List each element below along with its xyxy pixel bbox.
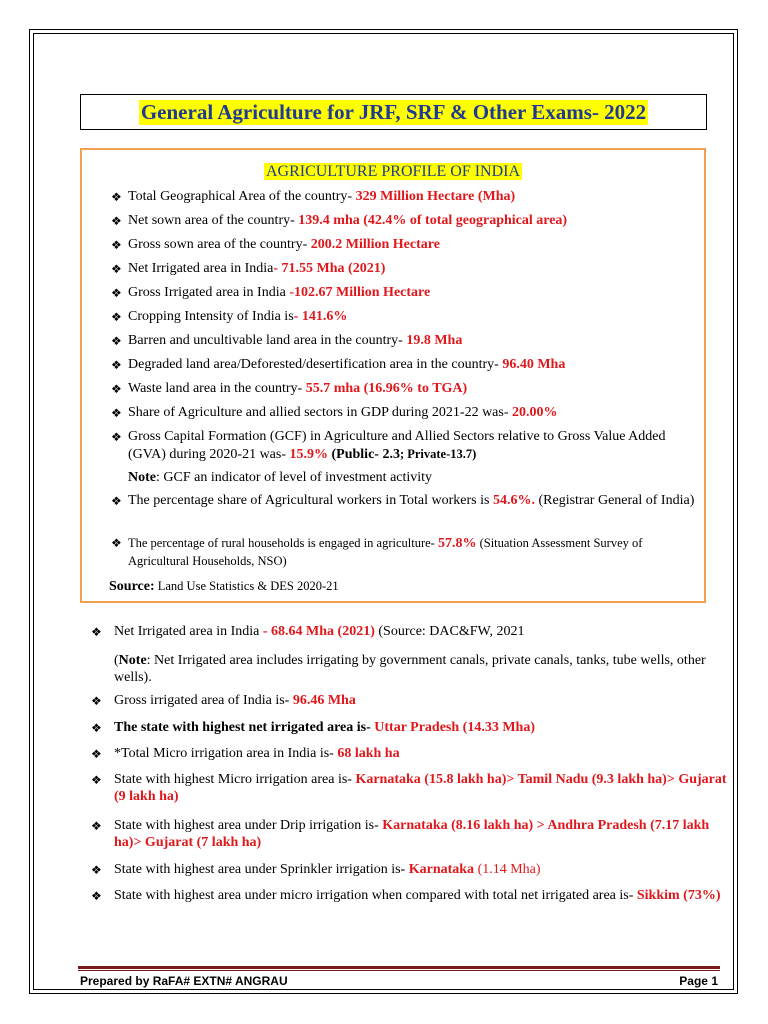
diamond-bullet-icon: ❖ — [111, 382, 122, 396]
diamond-bullet-icon: ❖ — [91, 625, 102, 639]
profile-item: ❖ Share of Agriculture and allied sectors in GDP during 2021-22 was- 20.00% — [111, 405, 558, 420]
profile-item: ❖ Barren and uncultivable land area in the country- 19.8 Mha — [111, 333, 463, 348]
diamond-bullet-icon: ❖ — [111, 310, 122, 324]
profile-item: ❖ Net sown area of the country- 139.4 mha (42.4% of total geographical area) — [111, 213, 568, 228]
profile-heading — [82, 162, 704, 182]
footer-rule — [78, 966, 720, 969]
page-title: General Agriculture for JRF, SRF & Other Exams- 2022 — [140, 99, 647, 124]
footer-rule-thin — [78, 970, 720, 971]
profile-item: ❖ Gross Capital Formation (GCF) in Agriculture and Allied Sectors relative to Gross Value Added (GVA) during 2020-21 was- 15.9% (Public- 2.3; Private-13.7) — [111, 429, 666, 462]
diamond-bullet-icon: ❖ — [111, 190, 122, 204]
footer-credit: Prepared by RaFA# EXTN# ANGRAU — [80, 974, 288, 988]
profile-item: ❖ Gross Irrigated area in India -102.67 Million Hectare — [111, 285, 431, 300]
diamond-bullet-icon: ❖ — [111, 430, 122, 444]
diamond-bullet-icon: ❖ — [91, 721, 102, 735]
diamond-bullet-icon: ❖ — [111, 286, 122, 300]
profile-item: ❖ Net Irrigated area in India- 71.55 Mha (2021) — [111, 261, 386, 276]
profile-note: Note: GCF an indicator of level of investment activity — [128, 470, 433, 485]
profile-item: ❖ Waste land area in the country- 55.7 mha (16.96% to TGA) — [111, 381, 468, 396]
list-item: ❖ The state with highest net irrigated area is- Uttar Pradesh (14.33 Mha) — [91, 720, 535, 735]
list-item: ❖ State with highest area under Drip irrigation is- Karnataka (8.16 lakh ha) > Andhra Pradesh (7.17 lakh ha)> Gujarat (7 lakh ha) — [91, 818, 710, 850]
diamond-bullet-icon: ❖ — [91, 747, 102, 761]
diamond-bullet-icon: ❖ — [111, 494, 122, 508]
diamond-bullet-icon: ❖ — [91, 694, 102, 708]
list-item: ❖ *Total Micro irrigation area in India is- 68 lakh ha — [91, 746, 400, 761]
diamond-bullet-icon: ❖ — [111, 358, 122, 372]
list-item: ❖ State with highest area under micro irrigation when compared with total net irrigated area is- Sikkim (73%) — [91, 888, 721, 903]
profile-source: Source: Land Use Statistics & DES 2020-21 — [109, 579, 339, 594]
page-number: Page 1 — [679, 974, 718, 988]
diamond-bullet-icon: ❖ — [91, 863, 102, 877]
diamond-bullet-icon: ❖ — [91, 889, 102, 903]
profile-item: ❖ Degraded land area/Deforested/desertification area in the country- 96.40 Mha — [111, 357, 566, 372]
diamond-bullet-icon: ❖ — [111, 334, 122, 348]
list-note: (Note: Net Irrigated area includes irrigating by government canals, private canals, tanks, tube wells, other wells). — [114, 653, 706, 685]
diamond-bullet-icon: ❖ — [111, 238, 122, 252]
profile-heading-text: AGRICULTURE PROFILE OF INDIA — [265, 163, 521, 180]
list-item: ❖ State with highest area under Sprinkler irrigation is- Karnataka (1.14 Mha) — [91, 862, 541, 877]
title-box — [80, 94, 707, 130]
profile-item: ❖ Gross sown area of the country- 200.2 Million Hectare — [111, 237, 440, 252]
profile-item: ❖ The percentage of rural households is engaged in agriculture- 57.8% (Situation Assessment Survey of Agricultural Households, NSO) — [111, 536, 643, 568]
list-item: ❖ Net Irrigated area in India - 68.64 Mha (2021) (Source: DAC&FW, 2021 — [91, 624, 525, 639]
profile-item: ❖ Total Geographical Area of the country- 329 Million Hectare (Mha) — [111, 189, 516, 204]
diamond-bullet-icon: ❖ — [111, 406, 122, 420]
diamond-bullet-icon: ❖ — [91, 773, 102, 787]
diamond-bullet-icon: ❖ — [91, 819, 102, 833]
diamond-bullet-icon: ❖ — [111, 262, 122, 276]
profile-item: ❖ The percentage share of Agricultural workers in Total workers is 54.6%. (Registrar General of India) — [111, 493, 695, 508]
list-item: ❖ State with highest Micro irrigation area is- Karnataka (15.8 lakh ha)> Tamil Nadu (9.3 lakh ha)> Gujarat (9 lakh ha) — [91, 772, 727, 804]
profile-item: ❖ Cropping Intensity of India is- 141.6% — [111, 309, 348, 324]
diamond-bullet-icon: ❖ — [111, 536, 122, 550]
list-item: ❖ Gross irrigated area of India is- 96.46 Mha — [91, 693, 356, 708]
diamond-bullet-icon: ❖ — [111, 214, 122, 228]
profile-box — [80, 148, 706, 603]
